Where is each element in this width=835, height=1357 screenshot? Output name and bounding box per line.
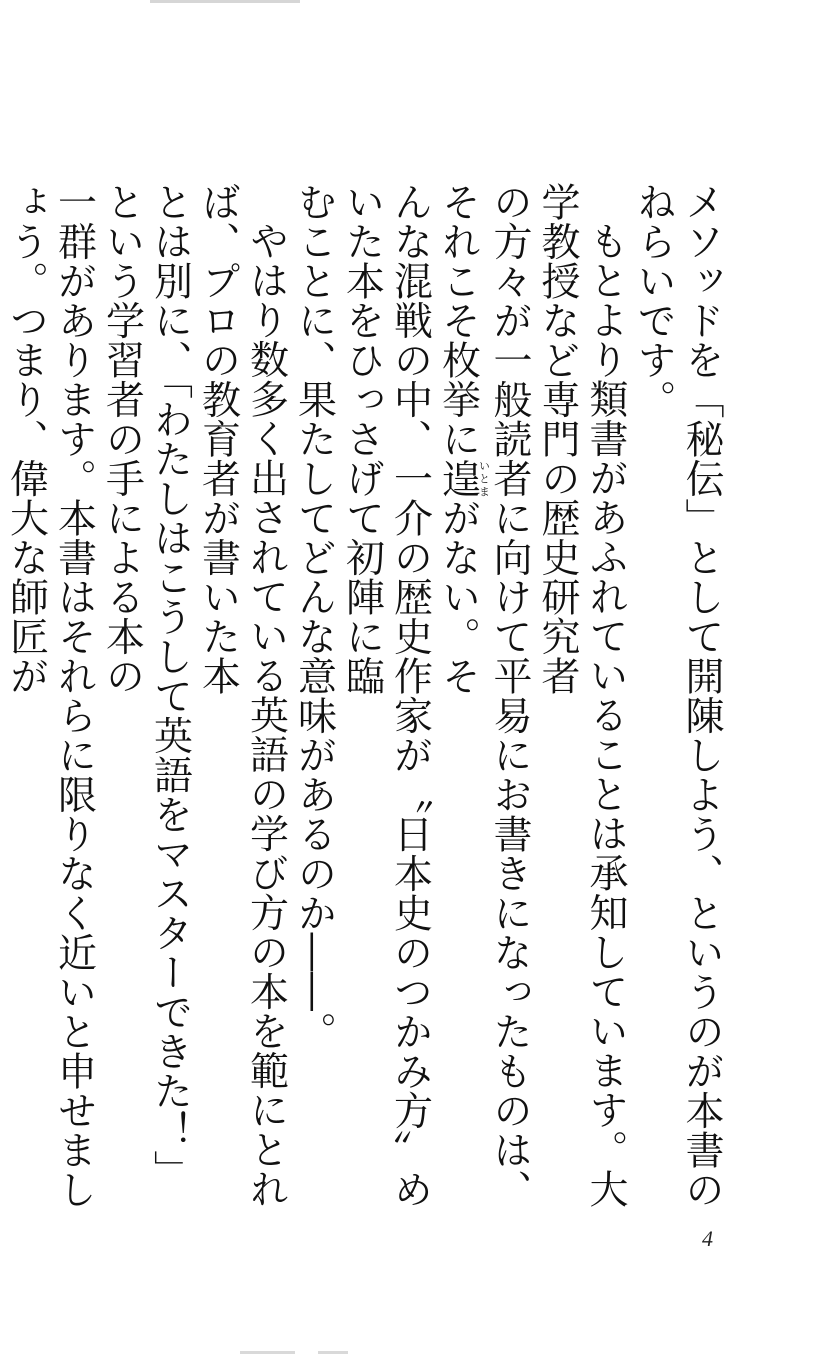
bottom-scan-mark — [318, 1351, 348, 1354]
text-line-5: むことに、果たしてどんな意味があるのか――。 — [291, 182, 337, 1051]
text-line-4: んな混戦の中、一介の歴史作家が〝日本史のつかみ方〟めいた本をひっさげて初陣に臨 — [339, 182, 433, 1209]
ruby-itoma-reading: いとま — [477, 458, 491, 498]
text-line-1: メソッドを「秘伝」として開陳しよう、というのが本書のねらいです。 — [631, 182, 724, 1209]
text-line-8: 一群があります。本書はそれらに限りなく近いと申せましょう。つまり、偉大な師匠が — [3, 182, 97, 1209]
ruby-itoma-base: 遑 — [435, 458, 481, 498]
text-line-3 — [434, 182, 534, 1220]
text-line-7: とは別に、「わたしはこうして英語をマスターできた！」という学習者の手による本の — [99, 182, 193, 1190]
bottom-scan-mark — [240, 1351, 295, 1354]
text-line-2: もとより類書があふれていることは承知しています。大学教授など専門の歴史研究者 — [535, 182, 628, 1209]
vertical-text-body — [3, 182, 725, 1220]
top-scan-mark — [150, 0, 300, 3]
text-line-9 — [0, 182, 2, 1220]
text-line-6: やはり数多く出されている英語の学び方の本を範にとれば、プロの教育者が書いた本 — [195, 182, 289, 1209]
text-line-3-part-a: の方々が一般読者に向けて平易にお書きになったものは、それこそ枚挙に — [435, 182, 532, 1209]
text-line-3-part-b: がない。そ — [435, 498, 481, 696]
page-number: 4 — [702, 1226, 713, 1251]
ruby-itoma — [435, 458, 491, 499]
